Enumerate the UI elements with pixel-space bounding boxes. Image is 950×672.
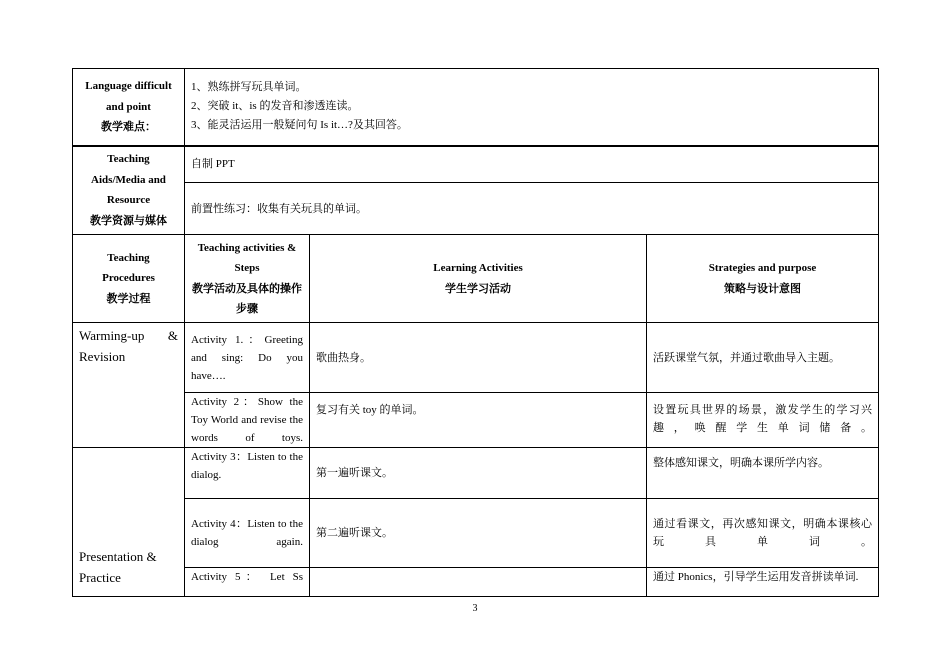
activity-strategy: 通过看课文，再次感知课文，明确本课核心玩具单词。: [647, 499, 879, 568]
activity-step: Activity 2：Show the Toy World and revise the words of toys.: [185, 393, 310, 448]
stage-warmup: Warming-up & Revision: [73, 323, 185, 448]
procedures-label-line: Teaching: [107, 251, 150, 264]
activity-learning: 第一遍听课文。: [310, 448, 647, 499]
col-learning-en: Learning Activities: [433, 262, 523, 274]
difficulty-item: 1、熟练拼写玩具单词。: [191, 81, 307, 94]
lesson-plan-table-wrapper: [72, 68, 878, 597]
stage-presentation: Presentation & Practice: [73, 448, 185, 597]
col-strategies-en: Strategies and purpose: [708, 262, 817, 274]
aids-label-line: Aids/Media and: [91, 173, 166, 186]
activity-learning: 第二遍听课文。: [310, 499, 647, 568]
aids-label: [73, 146, 185, 235]
aids-label-line: Resource: [106, 194, 151, 207]
activity-step: Activity 4：Listen to the dialog again.: [185, 499, 310, 568]
activity-strategy: 通过 Phonics，引导学生运用发音拼读单词.: [647, 568, 879, 597]
difficulty-items: [185, 69, 879, 146]
procedures-label-zh: 教学过程: [106, 292, 151, 305]
activity-step: Activity 3：Listen to the dialog.: [185, 448, 310, 499]
procedures-label: [73, 235, 185, 323]
lesson-plan-table: [72, 68, 879, 597]
aids-preview-exercise: 前置性练习：收集有关玩具的单词。: [185, 183, 879, 235]
activity-row: [73, 448, 879, 499]
activity-step: Activity 5： Let Ss: [185, 568, 310, 597]
procedures-label-line: Procedures: [102, 272, 155, 285]
aids-label-line: Teaching: [107, 153, 150, 166]
difficulty-label-zh: 教学难点：: [101, 121, 156, 133]
difficulty-item: 2、突破 it、is 的发音和渗透连读。: [191, 100, 359, 113]
activity-learning: 复习有关 toy 的单词。: [310, 393, 647, 448]
procedures-header-row: [73, 235, 879, 323]
col-activities-header: [185, 235, 310, 323]
col-activities-zh: 教学活动及具体的操作步骤: [192, 282, 302, 315]
col-learning-header: [310, 235, 647, 323]
aids-row-1: [73, 146, 879, 183]
activity-row: [73, 568, 879, 597]
col-learning-zh: 学生学习活动: [445, 282, 511, 295]
page-number: 3: [472, 603, 478, 614]
activity-learning: [310, 568, 647, 597]
activity-strategy: 设置玩具世界的场景，激发学生的学习兴趣，唤醒学生单词储备。: [647, 393, 879, 448]
aids-row-2: [73, 183, 879, 235]
col-activities-en: Teaching activities & Steps: [197, 241, 297, 274]
activity-learning: 歌曲热身。: [310, 323, 647, 393]
activity-strategy: 活跃课堂气氛，并通过歌曲导入主题。: [647, 323, 879, 393]
aids-ppt: 自制 PPT: [185, 146, 879, 183]
aids-label-zh: 教学资源与媒体: [90, 214, 167, 227]
activity-row: [73, 323, 879, 393]
activity-row: [73, 393, 879, 448]
activity-strategy: 整体感知课文，明确本课所学内容。: [647, 448, 879, 499]
difficulty-row: [73, 69, 879, 146]
difficulty-item: 3、能灵活运用一般疑问句 Is it…?及其回答。: [191, 119, 408, 132]
activity-row: [73, 499, 879, 568]
difficulty-label: [73, 69, 185, 146]
activity-step: Activity 1.：Greeting and sing: Do you have….: [185, 323, 310, 393]
col-strategies-zh: 策略与设计意图: [724, 282, 801, 295]
col-strategies-header: [647, 235, 879, 323]
difficulty-label-en: Language difficult and point: [85, 80, 172, 113]
